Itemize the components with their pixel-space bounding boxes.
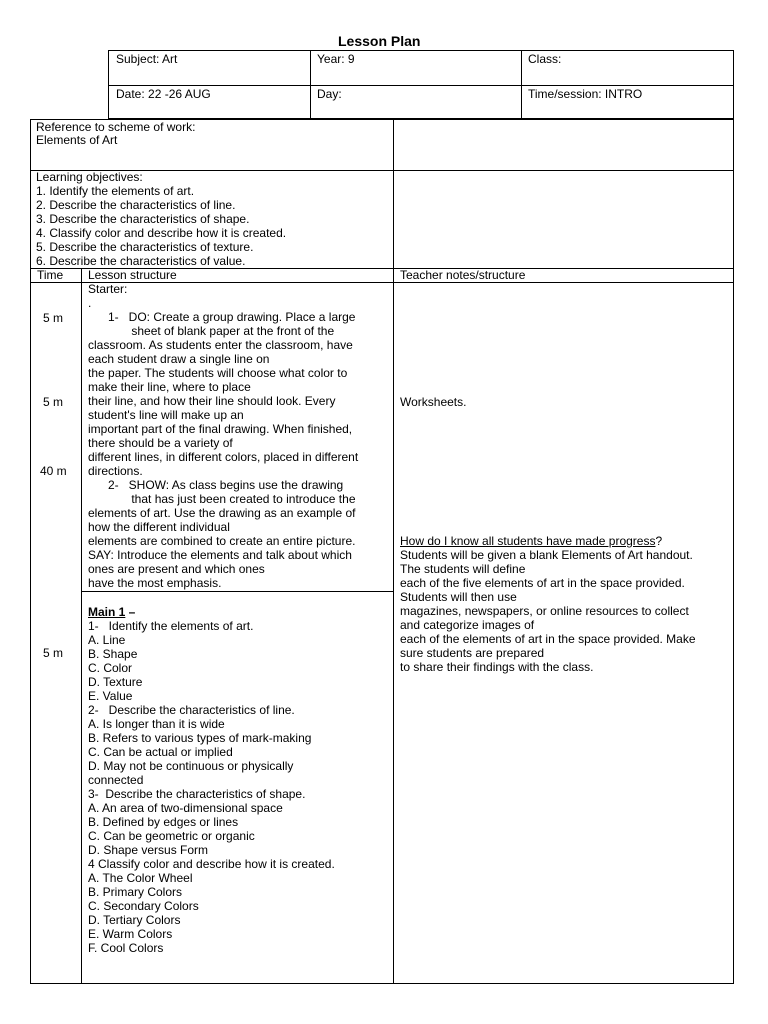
subject-field: Subject: Art — [116, 52, 178, 66]
progress-question-mark: ? — [655, 534, 663, 548]
main-heading-row — [88, 605, 335, 619]
main-line: A. Is longer than it is wide — [88, 717, 225, 731]
worksheets-note: Worksheets. — [400, 395, 467, 409]
date-field: Date: 22 -26 AUG — [116, 87, 211, 101]
main-line: B. Refers to various types of mark-making — [88, 731, 312, 745]
progress-line: Students will then use — [400, 590, 517, 604]
objective-item: 6. Describe the characteristics of value. — [36, 254, 246, 268]
starter-line: . — [88, 296, 92, 310]
progress-line: each of the elements of art in the space provided. Make — [400, 632, 696, 646]
main-line: C. Secondary Colors — [88, 899, 199, 913]
day-field: Day: — [317, 87, 342, 101]
teacher-notes-header: Teacher notes/structure — [400, 268, 526, 282]
starter-line: different lines, in different colors, placed in different — [88, 450, 359, 464]
main-line: 1- Identify the elements of art. — [88, 619, 254, 633]
starter-line: 1- DO: Create a group drawing. Place a large — [88, 310, 356, 324]
progress-question: How do I know all students have made progress — [400, 534, 656, 548]
main-heading: Main 1 — [88, 605, 126, 619]
time-session-field: Time/session: INTRO — [528, 87, 643, 101]
starter-line: Starter: — [88, 282, 128, 296]
main-line: B. Shape — [88, 647, 138, 661]
reference-value: Elements of Art — [36, 133, 118, 147]
starter-line: that has just been created to introduce the — [88, 492, 356, 506]
objectives-label: Learning objectives: — [36, 170, 143, 184]
progress-line: and categorize images of — [400, 618, 535, 632]
main-line: C. Can be geometric or organic — [88, 829, 255, 843]
reference-label: Reference to scheme of work: — [36, 120, 196, 134]
main-heading-dash: – — [125, 605, 136, 619]
progress-question-row — [400, 534, 696, 548]
starter-line: the paper. The students will choose what color to — [88, 366, 348, 380]
starter-section — [88, 282, 358, 590]
main-line: D. Texture — [88, 675, 143, 689]
main-line: D. Tertiary Colors — [88, 913, 181, 927]
class-field: Class: — [528, 52, 562, 66]
objective-item: 2. Describe the characteristics of line. — [36, 198, 236, 212]
time-cell: 40 m — [40, 464, 67, 478]
starter-line: elements of art. Use the drawing as an example of — [88, 506, 356, 520]
main-line: 4 Classify color and describe how it is created. — [88, 857, 335, 871]
main-line: 2- Describe the characteristics of line. — [88, 703, 295, 717]
time-cell: 5 m — [43, 395, 64, 409]
starter-line: their line, and how their line should look. Every — [88, 394, 336, 408]
starter-line: each student draw a single line on — [88, 352, 270, 366]
objective-item: 4. Classify color and describe how it is created. — [36, 226, 287, 240]
time-header: Time — [37, 268, 64, 282]
progress-line: Students will be given a blank Elements of Art handout. — [400, 548, 693, 562]
time-cell: 5 m — [43, 311, 64, 325]
main-line: connected — [88, 773, 144, 787]
progress-line: sure students are prepared — [400, 646, 545, 660]
progress-line: magazines, newspapers, or online resources to collect — [400, 604, 689, 618]
main-line: B. Defined by edges or lines — [88, 815, 239, 829]
main-line: A. Line — [88, 633, 126, 647]
main-line: F. Cool Colors — [88, 941, 164, 955]
objectives-list — [36, 184, 286, 268]
main-line: C. Color — [88, 661, 133, 675]
main-line: C. Can be actual or implied — [88, 745, 233, 759]
starter-line: make their line, where to place — [88, 380, 251, 394]
main-section — [88, 605, 335, 955]
starter-line: SAY: Introduce the elements and talk about which — [88, 548, 352, 562]
main-line: A. An area of two-dimensional space — [88, 801, 283, 815]
progress-line: The students will define — [400, 562, 526, 576]
progress-line: each of the five elements of art in the space provided. — [400, 576, 685, 590]
starter-line: 2- SHOW: As class begins use the drawing — [88, 478, 344, 492]
main-line: D. May not be continuous or physically — [88, 759, 294, 773]
objective-item: 5. Describe the characteristics of texture. — [36, 240, 254, 254]
lesson-structure-header: Lesson structure — [88, 268, 177, 282]
starter-line: elements are combined to create an entire picture. — [88, 534, 356, 548]
time-cell: 5 m — [43, 646, 64, 660]
starter-line: classroom. As students enter the classroom, have — [88, 338, 353, 352]
starter-line: directions. — [88, 464, 143, 478]
main-line: E. Value — [88, 689, 133, 703]
progress-section — [400, 534, 696, 674]
starter-line: sheet of blank paper at the front of the — [88, 324, 335, 338]
starter-line: have the most emphasis. — [88, 576, 222, 590]
starter-line: important part of the final drawing. When finished, — [88, 422, 353, 436]
page-title: Lesson Plan — [338, 33, 421, 49]
starter-line: ones are present and which ones — [88, 562, 265, 576]
objective-item: 1. Identify the elements of art. — [36, 184, 195, 198]
main-line: E. Warm Colors — [88, 927, 173, 941]
starter-line: there should be a variety of — [88, 436, 233, 450]
starter-line: student's line will make up an — [88, 408, 244, 422]
main-line: 3- Describe the characteristics of shape. — [88, 787, 306, 801]
starter-line: how the different individual — [88, 520, 230, 534]
year-field: Year: 9 — [317, 52, 355, 66]
main-line: D. Shape versus Form — [88, 843, 209, 857]
main-line: B. Primary Colors — [88, 885, 183, 899]
progress-line: to share their findings with the class. — [400, 660, 594, 674]
main-line: A. The Color Wheel — [88, 871, 193, 885]
objective-item: 3. Describe the characteristics of shape. — [36, 212, 250, 226]
